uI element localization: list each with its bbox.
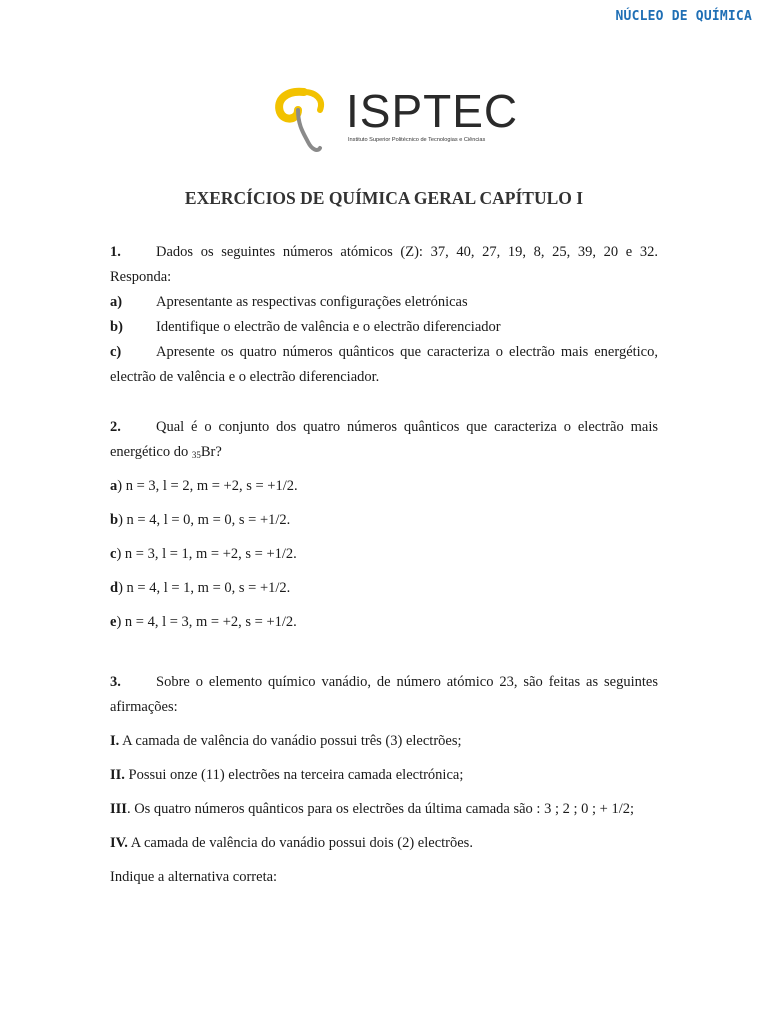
option-e: e) n = 4, l = 3, m = +2, s = +1/2. [110,614,297,630]
option-b: b) n = 4, l = 0, m = 0, s = +1/2. [110,512,291,528]
question-1-number: 1. [110,244,121,260]
isptec-logo-mark-icon [274,86,330,158]
page-title: EXERCÍCIOS DE QUÍMICA GERAL CAPÍTULO I [184,188,584,208]
option-a: a) n = 3, l = 2, m = +2, s = +1/2. [110,478,298,494]
question-2-number: 2. [110,419,121,435]
item-label: a) [110,294,123,310]
item-label: c) [110,344,122,360]
item-text: Identifique o electrão de valência e o electrão diferenciador [156,319,501,335]
header-department-tag: NÚCLEO DE QUÍMICA [615,9,752,24]
question-1-item-a [110,290,658,315]
question-1-text: Dados os seguintes números atómicos (Z): 37, 40, 27, 19, 8, 25, 39, 20 e 32. Responda: [110,244,658,285]
item-label: b) [110,319,123,335]
question-1 [110,240,658,290]
item-text: Apresente os quatro números quânticos que caracteriza o electrão mais energético, electrão de valência e o electrão diferenciador. [110,344,658,385]
statement-i: I. A camada de valência do vanádio possui três (3) electrões; [110,733,462,749]
item-text: Apresentante as respectivas configurações eletrónicas [156,294,468,310]
isptec-logo [274,85,519,158]
logo-name: ISPTEC [346,85,519,137]
statement-iv: IV. A camada de valência do vanádio possui dois (2) electrões. [110,835,473,851]
question-3-prompt: Indique a alternativa correta: [110,869,278,885]
statement-ii: II. Possui onze (11) electrões na terceira camada electrónica; [110,767,464,783]
question-3-number: 3. [110,674,121,690]
logo-subtitle: Instituto Superior Politécnico de Tecnologias e Ciências [348,137,486,143]
question-2 [110,415,658,465]
question-2-text: Qual é o conjunto dos quatro números quânticos que caracteriza o electrão mais energético do [110,419,658,460]
element-symbol: Br? [200,444,222,460]
question-1-item-c [110,340,658,390]
option-d: d) n = 4, l = 1, m = 0, s = +1/2. [110,580,291,596]
exercise-list [110,240,658,890]
question-3 [110,670,658,720]
statement-iii: III. Os quatro números quânticos para os electrões da última camada são : 3 ; 2 ; 0 ; + 1/2; [110,801,635,817]
question-1-item-b [110,315,658,340]
element-atomic-number: 35 [191,450,201,460]
option-c: c) n = 3, l = 1, m = +2, s = +1/2. [110,546,297,562]
question-3-text: Sobre o elemento químico vanádio, de número atómico 23, são feitas as seguintes afirmações: [110,674,658,715]
